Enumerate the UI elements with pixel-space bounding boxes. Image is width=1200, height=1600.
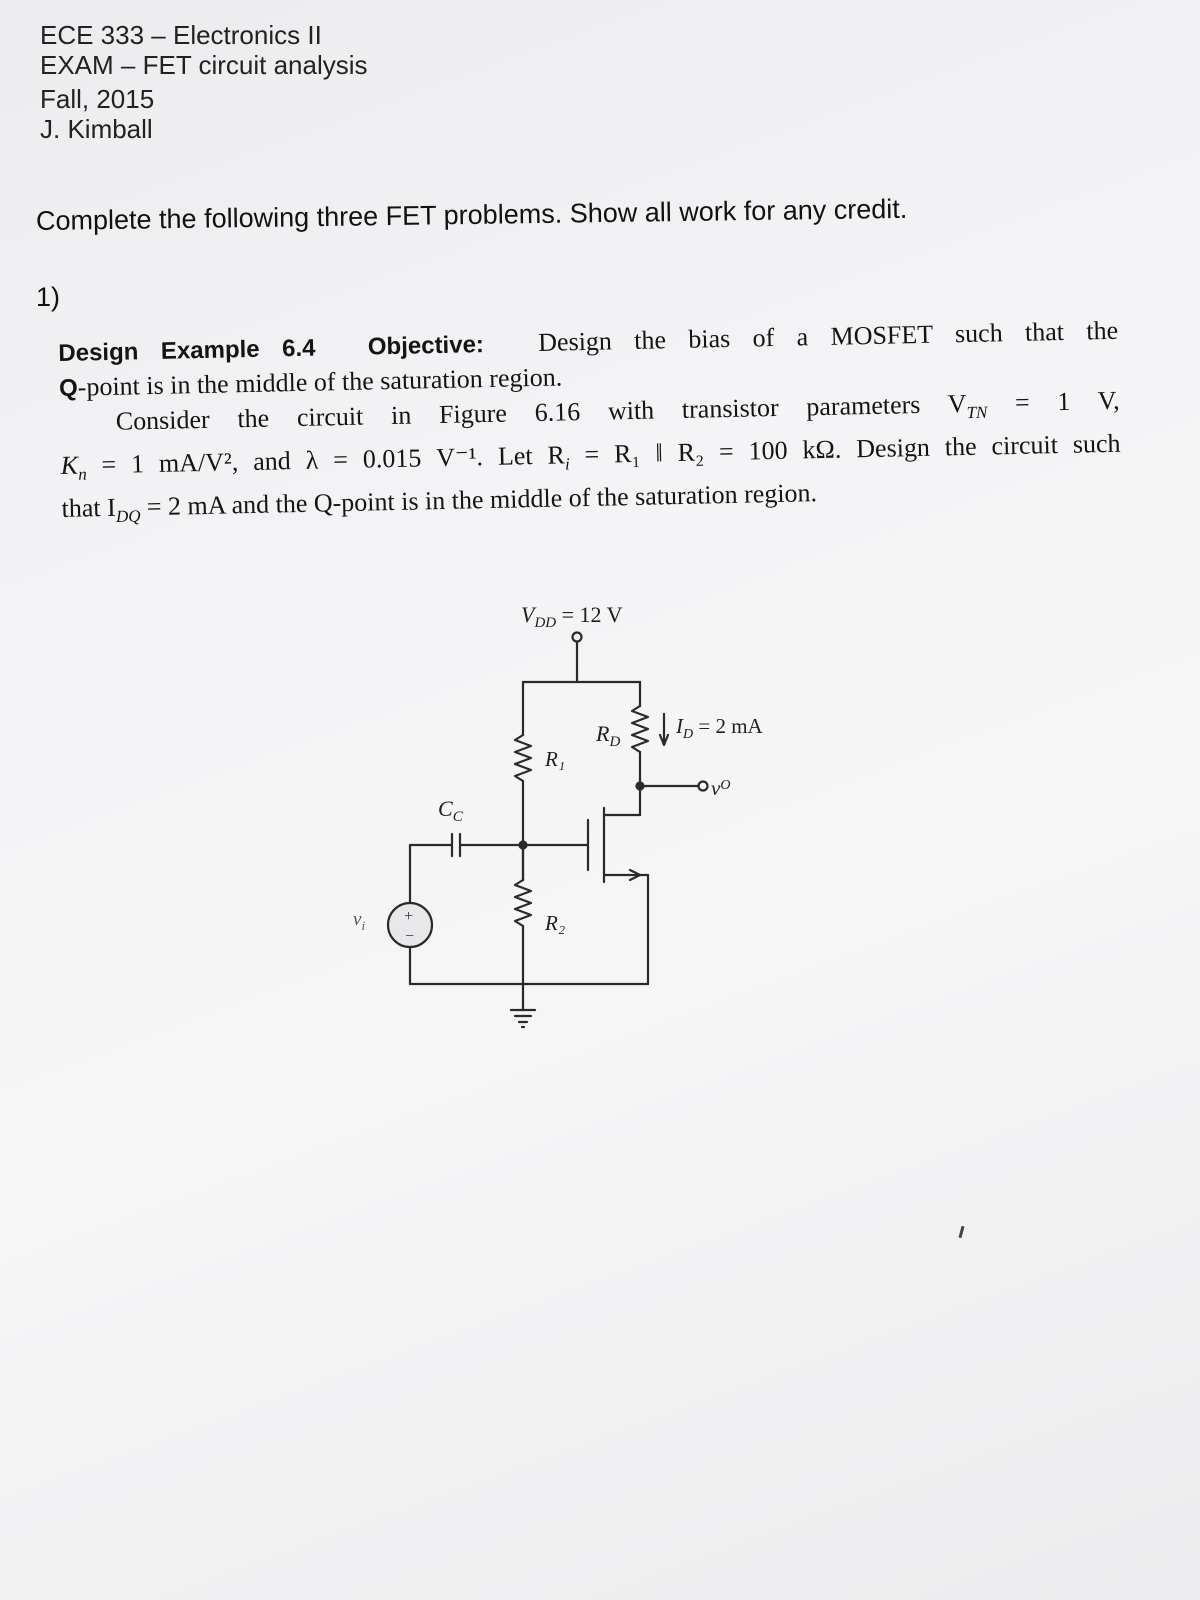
r1-label: R₁ xyxy=(545,747,566,771)
svg-text:VDD = 12 V xyxy=(521,602,623,631)
vi-minus: − xyxy=(405,928,415,945)
vtn-subscript: TN xyxy=(966,402,988,423)
kn-lambda-text: = 1 mA/V², and λ = 0.015 V⁻¹. Let R xyxy=(86,440,566,480)
svg-text:vO xyxy=(711,776,730,800)
svg-text:RD xyxy=(595,721,620,750)
course-title: ECE 333 – Electronics II xyxy=(40,20,322,50)
vo-label: v xyxy=(711,776,721,800)
cc-sub: C xyxy=(452,809,463,825)
idq-text: = 2 mA and the Q-point is in the middle of the saturation region. xyxy=(140,478,818,522)
ri-text: = R₁ ‖ R₂ = 100 kΩ. Design the circuit such xyxy=(569,428,1121,470)
vdd-label: V xyxy=(521,602,535,627)
instructor: J. Kimball xyxy=(40,114,153,144)
vdd-terminal xyxy=(573,633,582,642)
rd-label: R xyxy=(596,721,610,746)
ri-subscript: i xyxy=(564,454,570,474)
rd-sub: D xyxy=(609,734,621,750)
term: Fall, 2015 xyxy=(40,84,155,114)
rd-resistor xyxy=(632,706,648,752)
r2-label: R₂ xyxy=(545,911,566,935)
consider-text: Consider the circuit in Figure 6.16 with transistor parameters V xyxy=(115,388,967,436)
kn-subscript: n xyxy=(78,464,87,484)
vi-plus: + xyxy=(404,908,414,925)
design-example-title: Design Example 6.4 xyxy=(58,334,316,367)
q-point-bold: Q xyxy=(58,374,79,402)
objective-text: Design the bias of a MOSFET such that the xyxy=(537,315,1119,357)
vo-terminal xyxy=(699,782,708,791)
id-value: = 2 mA xyxy=(693,714,763,738)
r2-resistor xyxy=(515,880,531,926)
id-sub: D xyxy=(683,727,694,742)
instructions: Complete the following three FET problems. Show all work for any credit. xyxy=(35,193,908,236)
vdd-value: = 12 V xyxy=(556,602,623,627)
vi-label: v xyxy=(353,909,362,930)
svg-text:CC xyxy=(438,796,464,825)
objective-label: Objective: xyxy=(367,331,485,361)
vo-sub: O xyxy=(720,778,731,793)
svg-text:ID = 2 mA xyxy=(675,714,764,742)
id-label: I xyxy=(676,714,683,738)
problem-number: 1) xyxy=(36,282,61,312)
vdd-sub: DD xyxy=(534,615,557,631)
cc-label: C xyxy=(438,796,453,821)
kn-symbol: K xyxy=(60,450,79,481)
idq-prefix: that I xyxy=(61,493,117,524)
idq-subscript: DQ xyxy=(115,506,141,527)
exam-title: EXAM – FET circuit analysis xyxy=(40,50,368,80)
objective-continued: -point is in the middle of the saturation region. xyxy=(77,362,563,402)
svg-text:vi xyxy=(353,909,365,933)
vi-sub: i xyxy=(361,918,366,933)
r1-resistor xyxy=(515,735,531,781)
vtn-value: = 1 V, xyxy=(986,385,1120,418)
